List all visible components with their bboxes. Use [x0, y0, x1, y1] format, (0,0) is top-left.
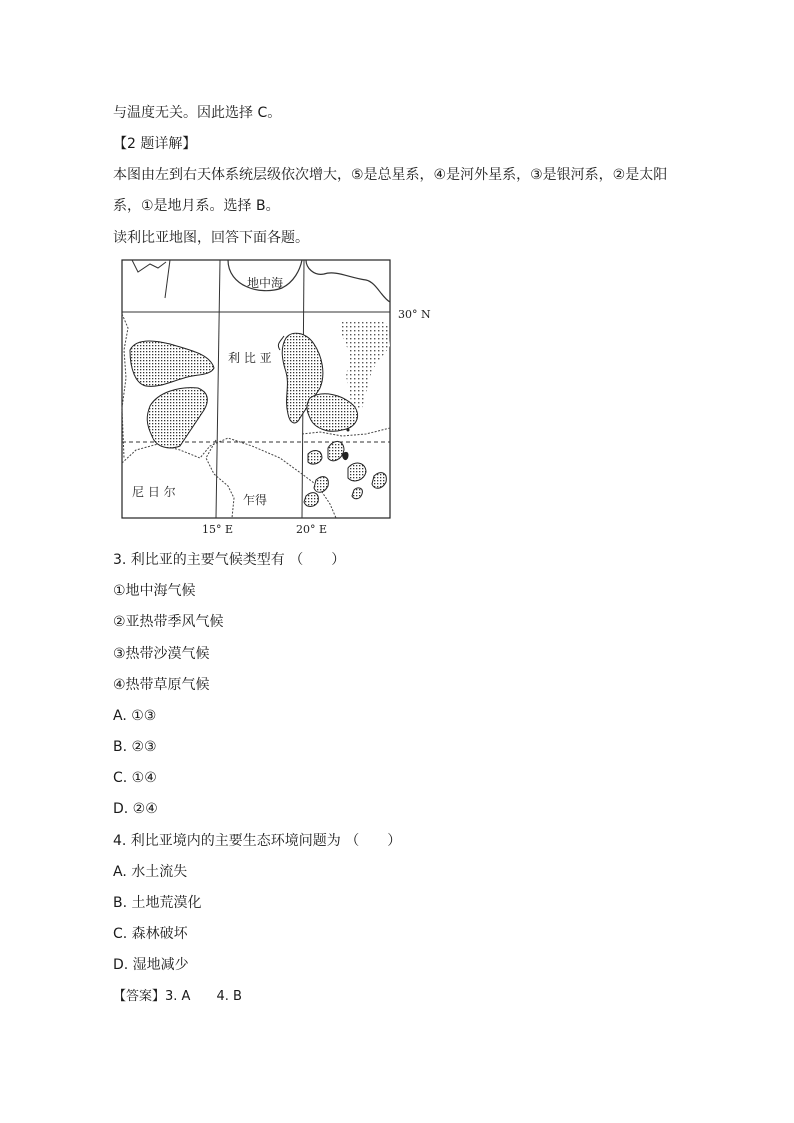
option-a: A. 水土流失	[113, 864, 188, 880]
libya-label: 利 比 亚	[228, 351, 272, 365]
option-a: A. ①③	[113, 708, 157, 724]
latitude-label-30n: 30° N	[398, 308, 431, 321]
option-b: B. ②③	[113, 739, 157, 755]
answer-text: 3. A 4. B	[165, 989, 242, 1004]
mediterranean-label: 地中海	[247, 276, 284, 290]
option-d: D. 湿地减少	[113, 957, 189, 973]
option-c: C. 森林破坏	[113, 926, 188, 942]
libya-map	[110, 258, 440, 540]
question-stem: 4. 利比亚境内的主要生态环境问题为 （ ）	[113, 833, 402, 849]
paragraph: 与温度无关。因此选择 C。	[113, 105, 282, 121]
paragraph: 本图由左到右天体系统层级依次增大，⑤是总星系，④是河外星系，③是银河系，②是太阳	[113, 167, 668, 183]
niger-label: 尼 日 尔	[132, 485, 176, 499]
statement: ③热带沙漠气候	[113, 646, 210, 662]
chad-label: 乍得	[243, 493, 268, 507]
longitude-label-20e: 20° E	[296, 523, 328, 536]
answer-line	[113, 988, 242, 1006]
answer-label: 【答案】	[113, 989, 166, 1004]
question-stem: 3. 利比亚的主要气候类型有 （ ）	[113, 552, 346, 568]
longitude-label-15e: 15° E	[202, 523, 234, 536]
paragraph: 系，①是地月系。选择 B。	[113, 198, 280, 214]
option-d: D. ②④	[113, 801, 158, 817]
option-b: B. 土地荒漠化	[113, 895, 202, 911]
section-heading: 【2 题详解】	[113, 136, 197, 152]
statement: ②亚热带季风气候	[113, 614, 224, 630]
statement: ④热带草原气候	[113, 677, 210, 693]
paragraph: 读利比亚地图，回答下面各题。	[113, 230, 309, 246]
option-c: C. ①④	[113, 770, 157, 786]
statement: ①地中海气候	[113, 583, 196, 599]
